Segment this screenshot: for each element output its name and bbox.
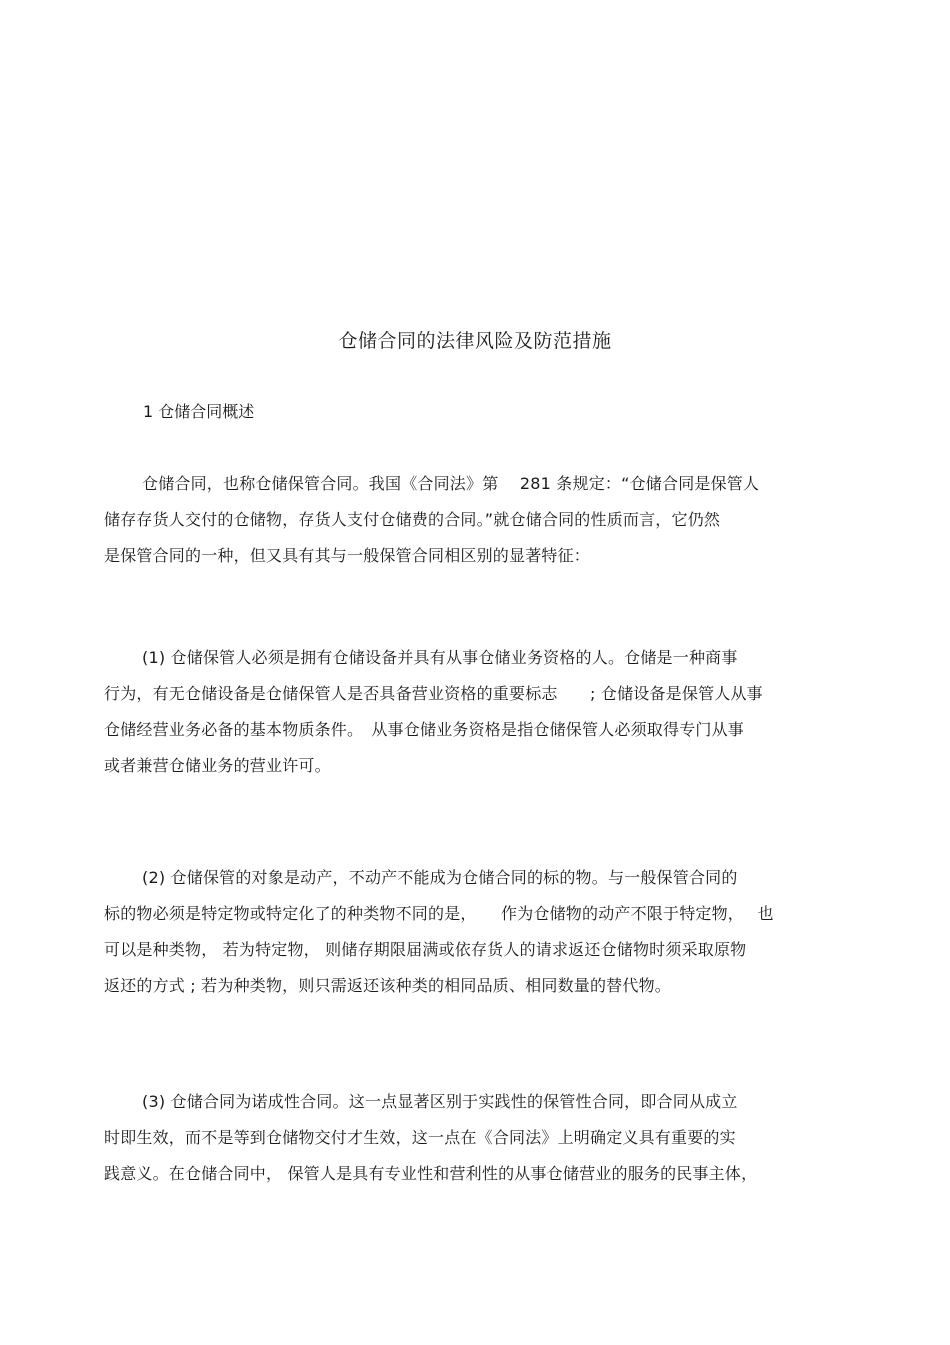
paragraph-line: 仓储合同，也称仓储保管合同。我国《合同法》第 281 条规定：“仓储合同是保管人: [142, 474, 760, 493]
paragraph-line: 是保管合同的一种，但又具有其与一般保管合同相区别的显著特征：: [104, 546, 591, 565]
paragraph-line: (2) 仓储保管的对象是动产，不动产不能成为仓储合同的标的物。与一般保管合同的: [142, 868, 738, 887]
paragraph-line: (1) 仓储保管人必须是拥有仓储设备并具有从事仓储业务资格的人。仓储是一种商事: [142, 648, 738, 667]
paragraph-line: 标的物必须是特定物或特定化了的种类物不同的是， 作为仓储物的动产不限于特定物， 也: [104, 904, 774, 923]
paragraph-line: 或者兼营仓储业务的营业许可。: [104, 756, 331, 775]
paragraph-line: 践意义。在仓储合同中， 保管人是具有专业性和营利性的从事仓储营业的服务的民事主体，: [104, 1164, 758, 1183]
paragraph-line: 仓储经营业务必备的基本物质条件。 从事仓储业务资格是指仓储保管人必须取得专门从事: [104, 720, 745, 739]
paragraph-line: 时即生效，而不是等到仓储物交付才生效，这一点在《合同法》上明确定义具有重要的实: [104, 1128, 736, 1147]
paragraph-line: 储存存货人交付的仓储物，存货人支付仓储费的合同。”就仓储合同的性质而言，它仍然: [104, 510, 721, 529]
paragraph-2: [104, 646, 849, 790]
paragraph-line: 行为，有无仓储设备是仓储保管人是否具备营业资格的重要标志 ; 仓储设备是保管人从事: [104, 684, 763, 703]
document-title: 仓储合同的法律风险及防范措施: [338, 330, 612, 352]
paragraph-line: 可以是种类物， 若为特定物， 则储存期限届满或依存货人的请求返还仓储物时须采取原物: [104, 940, 747, 959]
section-heading: 1 仓储合同概述: [143, 402, 255, 421]
paragraph-4: [104, 1090, 849, 1198]
paragraph-line: 返还的方式 ; 若为种类物，则只需返还该种类的相同品质、相同数量的替代物。: [104, 976, 671, 995]
paragraph-3: [104, 866, 849, 1010]
paragraph-line: (3) 仓储合同为诺成性合同。这一点显著区别于实践性的保管性合同，即合同从成立: [142, 1092, 738, 1111]
paragraph-1: [104, 472, 849, 580]
